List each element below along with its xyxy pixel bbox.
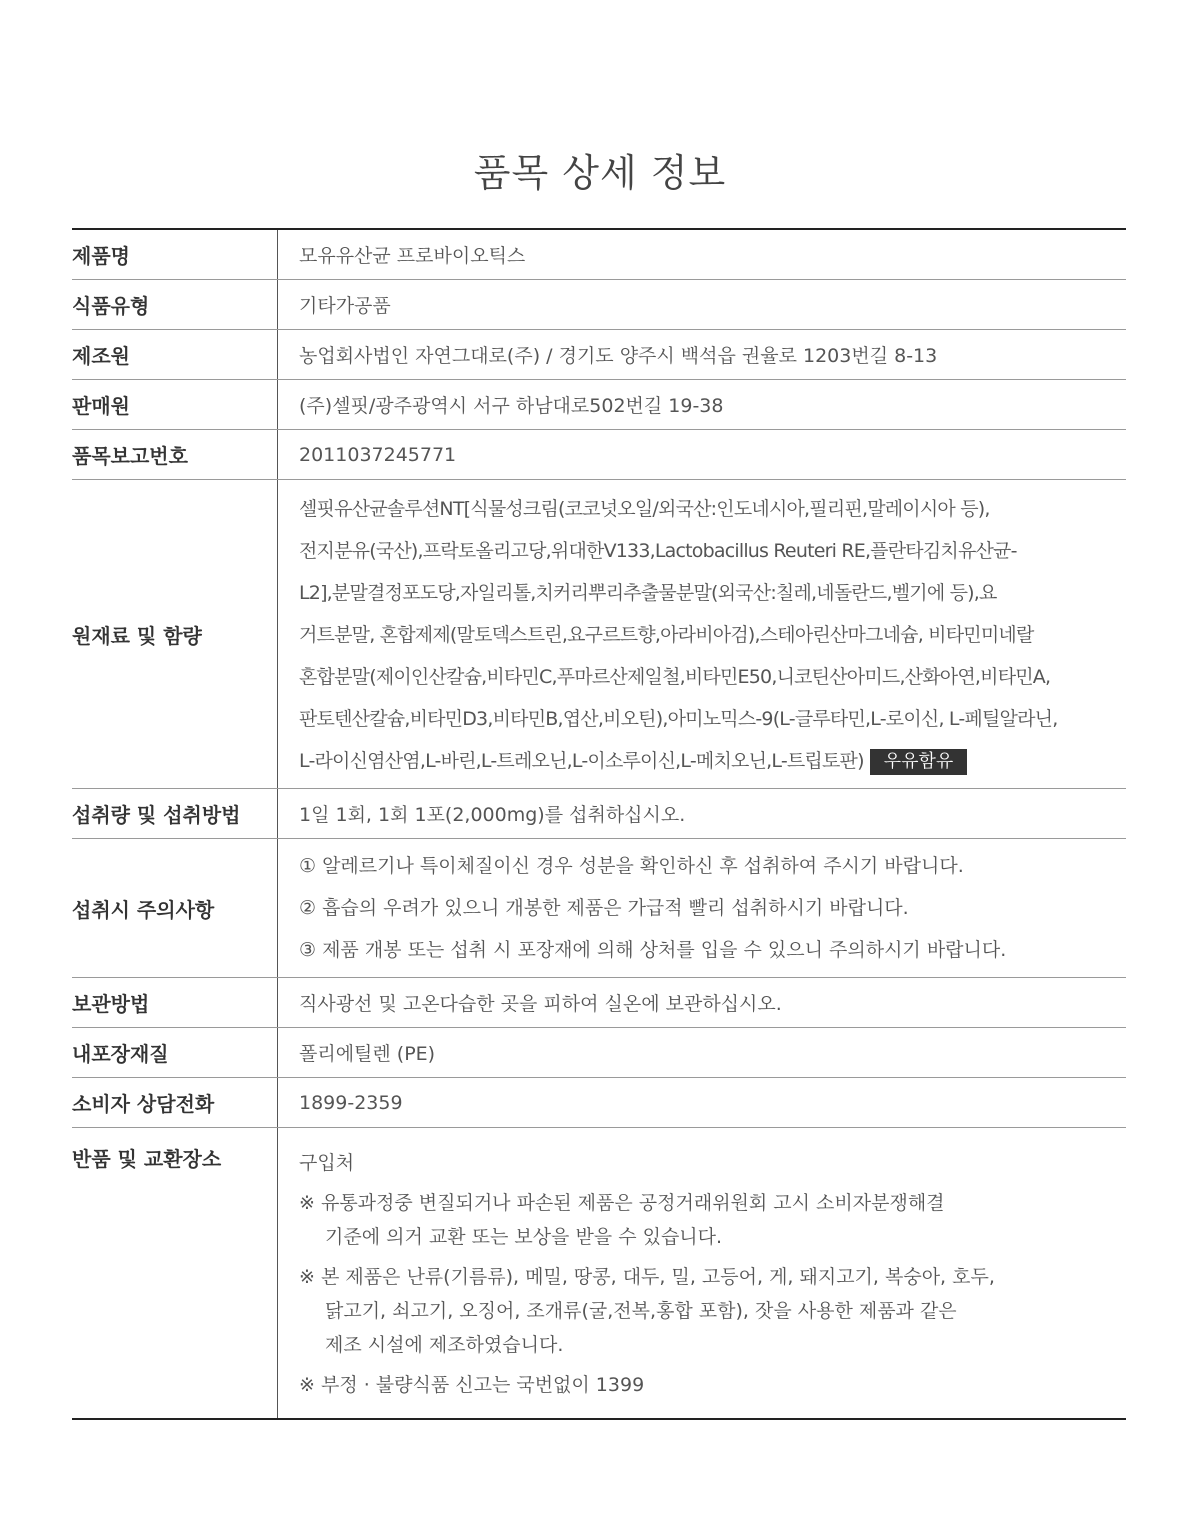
return-place: 구입처 — [299, 1152, 355, 1174]
returns-value — [278, 1128, 1127, 1420]
row-value: 모유유산균 프로바이오틱스 — [278, 229, 1127, 280]
page-title: 품목 상세 정보 — [473, 151, 727, 195]
row-label: 섭취시 주의사항 — [72, 839, 278, 978]
allergen-note-line: ※ 본 제품은 난류(기름류), 메밀, 땅콩, 대두, 밀, 고등어, 게, 돼지고기, 복숭아, 호두, — [299, 1266, 995, 1288]
return-note-line: 기준에 의거 교환 또는 보상을 받을 수 있습니다. — [325, 1226, 723, 1248]
table-row — [72, 330, 1126, 380]
row-label: 내포장재질 — [72, 1028, 278, 1078]
row-label: 섭취량 및 섭취방법 — [72, 789, 278, 839]
row-value: 직사광선 및 고온다습한 곳을 피하여 실온에 보관하십시오. — [278, 978, 1127, 1028]
row-label: 식품유형 — [72, 280, 278, 330]
allergen-note — [299, 1260, 1126, 1362]
ingredients-line: 셀핏유산균솔루션NT[식물성크림(코코넛오일/외국산:인도네시아,필리핀,말레이시아 등), — [299, 498, 990, 520]
row-label: 반품 및 교환장소 — [72, 1128, 278, 1420]
table-row — [72, 1028, 1126, 1078]
row-value: 2011037245771 — [278, 430, 1127, 480]
ingredients-line: L-라이신염산염,L-바린,L-트레오닌,L-이소루이신,L-메치오닌,L-트립토판) — [299, 750, 864, 772]
row-value: 1899-2359 — [278, 1078, 1127, 1128]
table-row — [72, 1078, 1126, 1128]
table-row — [72, 380, 1126, 430]
milk-allergen-badge: 우유함유 — [870, 749, 968, 775]
return-note — [299, 1186, 1126, 1254]
row-value: 농업회사법인 자연그대로(주) / 경기도 양주시 백석읍 권율로 1203번길 8-13 — [278, 330, 1127, 380]
ingredients-line: 혼합분말(제이인산칼슘,비타민C,푸마르산제일철,비타민E50,니코틴산아미드,산화아연,비타민A, — [299, 666, 1051, 688]
caution-line: ① 알레르기나 특이체질이신 경우 성분을 확인하신 후 섭취하여 주시기 바랍니다. — [299, 855, 964, 877]
caution-line: ② 흡습의 우려가 있으니 개봉한 제품은 가급적 빨리 섭취하시기 바랍니다. — [299, 897, 909, 919]
allergen-note-line: 닭고기, 쇠고기, 오징어, 조개류(굴,전복,홍합 포함), 잣을 사용한 제품과 같은 — [325, 1300, 957, 1322]
table-row — [72, 789, 1126, 839]
row-label: 제품명 — [72, 229, 278, 280]
row-label: 보관방법 — [72, 978, 278, 1028]
row-label: 제조원 — [72, 330, 278, 380]
ingredients-line: 판토텐산칼슘,비타민D3,비타민B,엽산,비오틴),아미노믹스-9(L-글루타민,L-로이신, L-페틸알라닌, — [299, 708, 1058, 730]
report-note: ※ 부정 · 불량식품 신고는 국번없이 1399 — [299, 1374, 645, 1396]
row-value: 폴리에틸렌 (PE) — [278, 1028, 1127, 1078]
row-label: 품목보고번호 — [72, 430, 278, 480]
ingredients-line-last — [299, 740, 1126, 782]
ingredients-line: 거트분말, 혼합제제(말토덱스트린,요구르트향,아라비아검),스테아린산마그네슘, 비타민미네랄 — [299, 624, 1034, 646]
allergen-note-line: 제조 시설에 제조하였습니다. — [325, 1334, 564, 1356]
table-row — [72, 839, 1126, 978]
row-value: 기타가공품 — [278, 280, 1127, 330]
return-note-line: ※ 유통과정중 변질되거나 파손된 제품은 공정거래위원회 고시 소비자분쟁해결 — [299, 1192, 945, 1214]
product-info-table — [72, 228, 1126, 1420]
row-value: (주)셀핏/광주광역시 서구 하남대로502번길 19-38 — [278, 380, 1127, 430]
table-row — [72, 280, 1126, 330]
ingredients-line: 전지분유(국산),프락토올리고당,위대한V133,Lactobacillus Reuteri RE,플란타김치유산균- — [299, 540, 1017, 562]
caution-value — [278, 839, 1127, 978]
table-row — [72, 430, 1126, 480]
caution-line: ③ 제품 개봉 또는 섭취 시 포장재에 의해 상처를 입을 수 있으니 주의하시기 바랍니다. — [299, 939, 1007, 961]
table-row — [72, 1128, 1126, 1420]
ingredients-value — [278, 480, 1127, 789]
row-label: 소비자 상담전화 — [72, 1078, 278, 1128]
table-row — [72, 229, 1126, 280]
row-value: 1일 1회, 1회 1포(2,000mg)를 섭취하십시오. — [278, 789, 1127, 839]
ingredients-line: L2],분말결정포도당,자일리톨,치커리뿌리추출물분말(외국산:칠레,네돌란드,벨기에 등),요 — [299, 582, 997, 604]
row-label: 판매원 — [72, 380, 278, 430]
table-row — [72, 978, 1126, 1028]
row-label: 원재료 및 함량 — [72, 480, 278, 789]
table-row — [72, 480, 1126, 789]
